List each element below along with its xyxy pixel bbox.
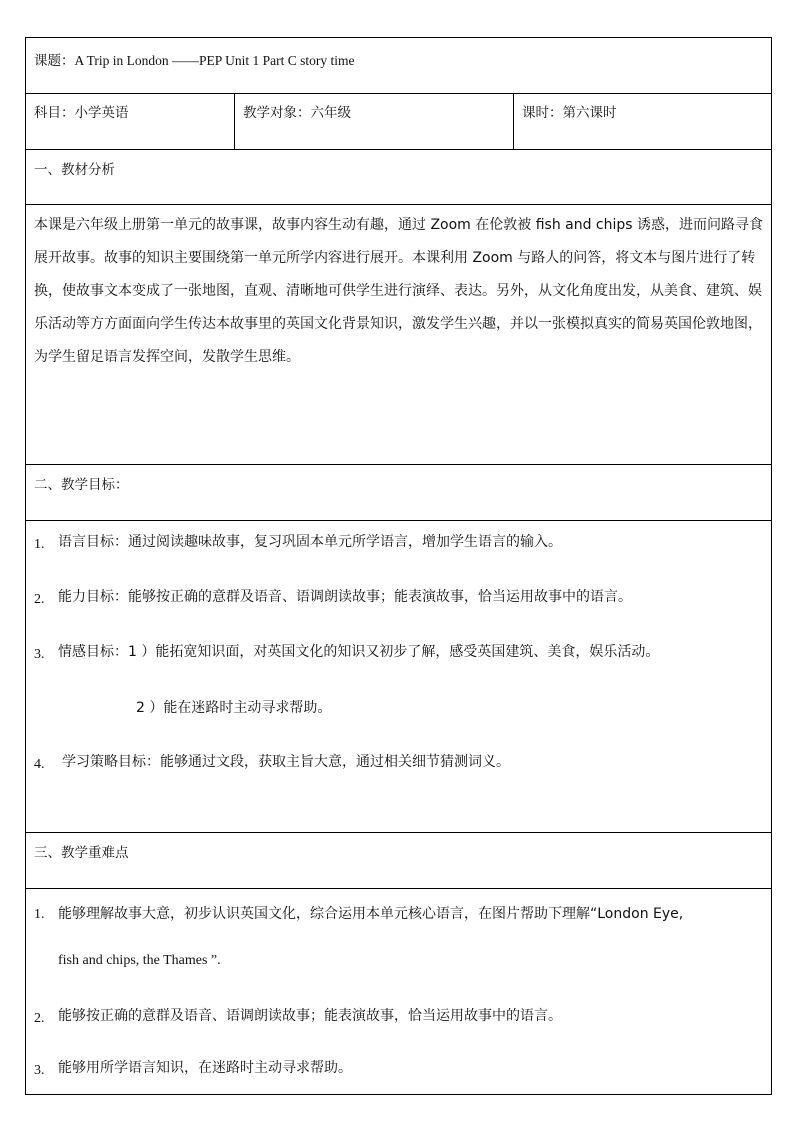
section3-body-row: [26, 889, 771, 1094]
list-item: 情感目标：1 ）能拓宽知识面，对英国文化的知识又初步了解，感受英国建筑、美食，娱乐活动。: [58, 644, 660, 660]
audience-label: 教学对象：六年级: [243, 105, 351, 121]
section2-heading: 二、教学目标：: [34, 477, 129, 493]
audience-cell: [235, 94, 514, 149]
lesson-plan-table: [25, 37, 772, 1095]
section3-heading-row: [26, 833, 771, 889]
list-item-number: 3.: [34, 1063, 45, 1078]
list-item: 能够用所学语言知识，在迷路时主动寻求帮助。: [58, 1060, 352, 1076]
list-item-number: 2.: [34, 592, 45, 607]
section2-heading-row: [26, 465, 771, 521]
list-item: fish and chips, the Thames ”.: [58, 953, 221, 968]
list-item-number: 3.: [34, 647, 45, 662]
list-item: 学习策略目标：能够通过文段，获取主旨大意，通过相关细节猜测词义。: [62, 754, 510, 770]
list-item: 能够理解故事大意，初步认识英国文化，综合运用本单元核心语言，在图片帮助下理解“London Eye,: [58, 906, 684, 922]
info-row: [26, 94, 771, 150]
list-item-number: 1.: [34, 907, 45, 922]
section1-heading: 一、教材分析: [34, 162, 115, 178]
period-label: 课时：第六课时: [522, 105, 617, 121]
section1-heading-row: [26, 150, 771, 205]
list-item-number: 4.: [34, 757, 45, 772]
list-item: 语言目标：通过阅读趣味故事，复习巩固本单元所学语言，增加学生语言的输入。: [58, 534, 562, 550]
section3-heading: 三、教学重难点: [34, 845, 129, 861]
title-row: [26, 38, 771, 94]
list-item: 2 ）能在迷路时主动寻求帮助。: [136, 700, 332, 716]
section2-body-row: [26, 521, 771, 833]
subject-cell: [26, 94, 235, 149]
list-item-number: 1.: [34, 537, 45, 552]
section1-body: 本课是六年级上册第一单元的故事课，故事内容生动有趣，通过 Zoom 在伦敦被 fish and chips 诱惑，进而问路寻食展开故事。故事的知识主要围绕第一单元所学内容进行展开。本课利用 Zoom 与路人的问答，将文本与图片进行了转换，使故事文本变成了一张地图，直观、清晰地可供学生进行演绎、表达。另外，从文化角度出发，从美食、建筑、娱乐活动等方方面面向学生传达本故事里的英国文化背景知识，激发学生兴趣，并以一张模拟真实的简易英国伦敦地图，为学生留足语言发挥空间，发散学生思维。: [34, 217, 764, 365]
list-item: 能力目标：能够按正确的意群及语音、语调朗读故事；能表演故事，恰当运用故事中的语言。: [58, 589, 632, 605]
subject-label: 科目：小学英语: [34, 105, 129, 121]
period-cell: [514, 94, 771, 149]
list-item-number: 2.: [34, 1011, 45, 1026]
list-item: 能够按正确的意群及语音、语调朗读故事；能表演故事，恰当运用故事中的语言。: [58, 1008, 562, 1024]
section1-body-row: [26, 205, 771, 465]
lesson-title: 课题：A Trip in London ——PEP Unit 1 Part C story time: [34, 53, 355, 68]
